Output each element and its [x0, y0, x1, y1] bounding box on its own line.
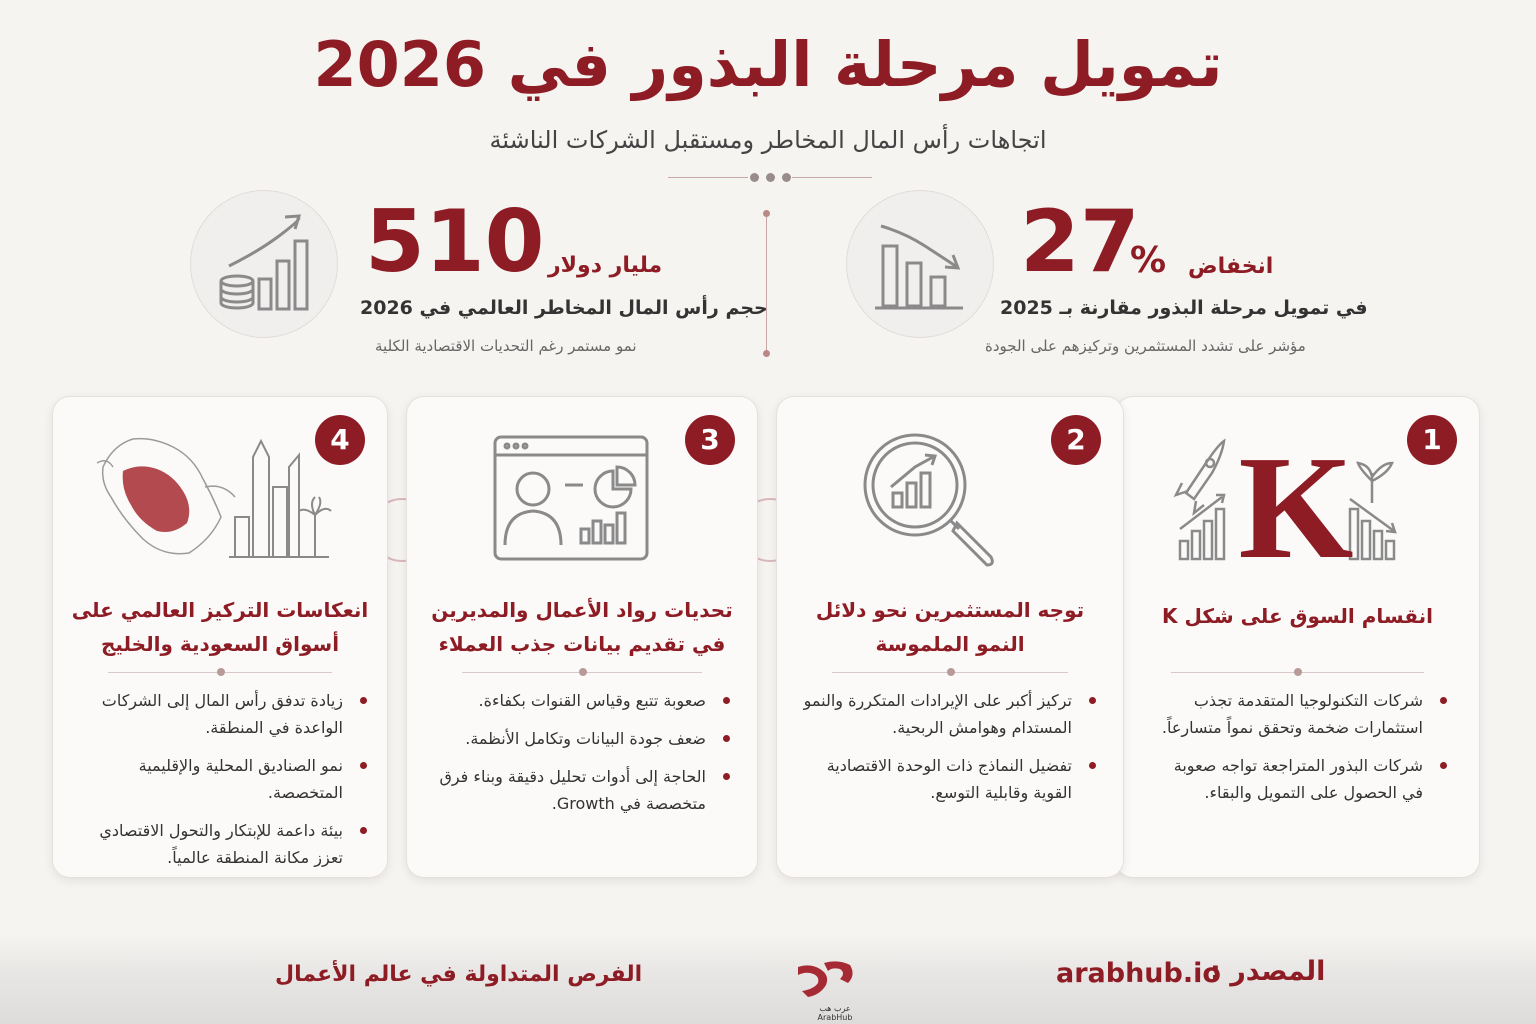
stat-left-note: نمو مستمر رغم التحديات الاقتصادية الكلية — [375, 337, 637, 355]
footer-source-link[interactable]: arabhub.io — [1056, 958, 1221, 989]
arabhub-logo-icon — [790, 955, 860, 1009]
footer-tagline: الفرص المتداولة في عالم الأعمال — [275, 962, 643, 987]
stat-right-percent-sign: % — [1130, 240, 1167, 281]
card-divider-dot — [947, 668, 955, 676]
card-gulf-markets — [52, 396, 388, 878]
logo-caption-ar: عرب هب — [819, 1004, 851, 1013]
card-number-badge: 1 — [1407, 415, 1457, 465]
card-title: توجه المستثمرين نحو دلائل النمو الملموسة — [815, 598, 1085, 656]
logo-caption — [810, 1004, 860, 1022]
stats-separator — [766, 210, 767, 355]
card-number-badge: 2 — [1051, 415, 1101, 465]
magnifier-chart-icon — [857, 427, 1007, 581]
card-divider-dot — [579, 668, 587, 676]
separator-dot — [763, 350, 770, 357]
card-title: تحديات رواد الأعمال والمديرين في تقديم بيانات جذب العملاء — [431, 598, 733, 656]
list-item: تركيز أكبر على الإيرادات المتكررة والنمو المستدام وهوامش الربحية. — [802, 687, 1078, 741]
dashboard-user-icon — [491, 433, 651, 567]
list-item: شركات البذور المتراجعة تواجه صعوبة في الحصول على التمويل والبقاء. — [1156, 752, 1429, 806]
card-title: انقسام السوق على شكل K — [1162, 604, 1433, 628]
card-title: انعكاسات التركيز العالمي على أسواق السعودية والخليج — [71, 598, 369, 656]
card-founder-challenges — [406, 396, 758, 878]
card-divider-dot — [217, 668, 225, 676]
card-number-badge: 4 — [315, 415, 365, 465]
card-number-badge: 3 — [685, 415, 735, 465]
growth-chart-coins-icon — [190, 190, 338, 338]
stat-right-description: في تمويل مرحلة البذور مقارنة بـ 2025 — [1000, 297, 1368, 319]
card-divider-dot — [1294, 668, 1302, 676]
list-item: نمو الصناديق المحلية والإقليمية المتخصصة. — [73, 752, 349, 806]
card-investor-trends — [776, 396, 1124, 878]
list-item: صعوبة تتبع وقياس القنوات بكفاءة. — [437, 687, 712, 714]
stat-right-label: انخفاض — [1188, 254, 1274, 279]
separator-dot — [763, 210, 770, 217]
card-bullets — [802, 687, 1078, 817]
list-item: بيئة داعمة للإبتكار والتحول الاقتصادي تعزز مكانة المنطقة عالمياً. — [73, 817, 349, 871]
divider-dot — [766, 173, 775, 182]
card-bullets — [73, 687, 349, 882]
divider-dot — [750, 173, 759, 182]
card-bullets — [1156, 687, 1429, 817]
stat-right-note: مؤشر على تشدد المستثمرين وتركيزهم على الجودة — [985, 337, 1306, 355]
list-item: شركات التكنولوجيا المتقدمة تجذب استثمارات ضخمة وتحقق نمواً متسارعاً. — [1156, 687, 1429, 741]
stat-left-value: 510 — [365, 192, 545, 292]
declining-chart-icon — [846, 190, 994, 338]
list-item: الحاجة إلى أدوات تحليل دقيقة وبناء فرق متخصصة في Growth. — [437, 763, 712, 817]
logo-caption-en: ArabHub — [817, 1013, 853, 1022]
card-k-shape — [1115, 396, 1480, 878]
list-item: تفضيل النماذج ذات الوحدة الاقتصادية القوية وقابلية التوسع. — [802, 752, 1078, 806]
stat-right-value: 27 — [1020, 192, 1140, 292]
stat-left-unit: مليار دولار — [548, 253, 663, 278]
page-subtitle: اتجاهات رأس المال المخاطر ومستقبل الشركات الناشئة — [489, 126, 1047, 154]
list-item: ضعف جودة البيانات وتكامل الأنظمة. — [437, 725, 712, 752]
footer-source-label: المصدر : — [1210, 956, 1326, 987]
k-shape-market-icon — [1166, 433, 1426, 567]
card-bullets — [437, 687, 712, 828]
list-item: زيادة تدفق رأس المال إلى الشركات الواعدة في المنطقة. — [73, 687, 349, 741]
divider-dot — [782, 173, 791, 182]
title-divider-left — [668, 177, 748, 178]
svg-text:K: K — [1238, 433, 1354, 563]
gulf-map-skyline-icon — [93, 427, 333, 571]
stat-left-description: حجم رأس المال المخاطر العالمي في 2026 — [360, 297, 768, 319]
page-title: تمويل مرحلة البذور في 2026 — [313, 28, 1223, 101]
title-divider-right — [792, 177, 872, 178]
